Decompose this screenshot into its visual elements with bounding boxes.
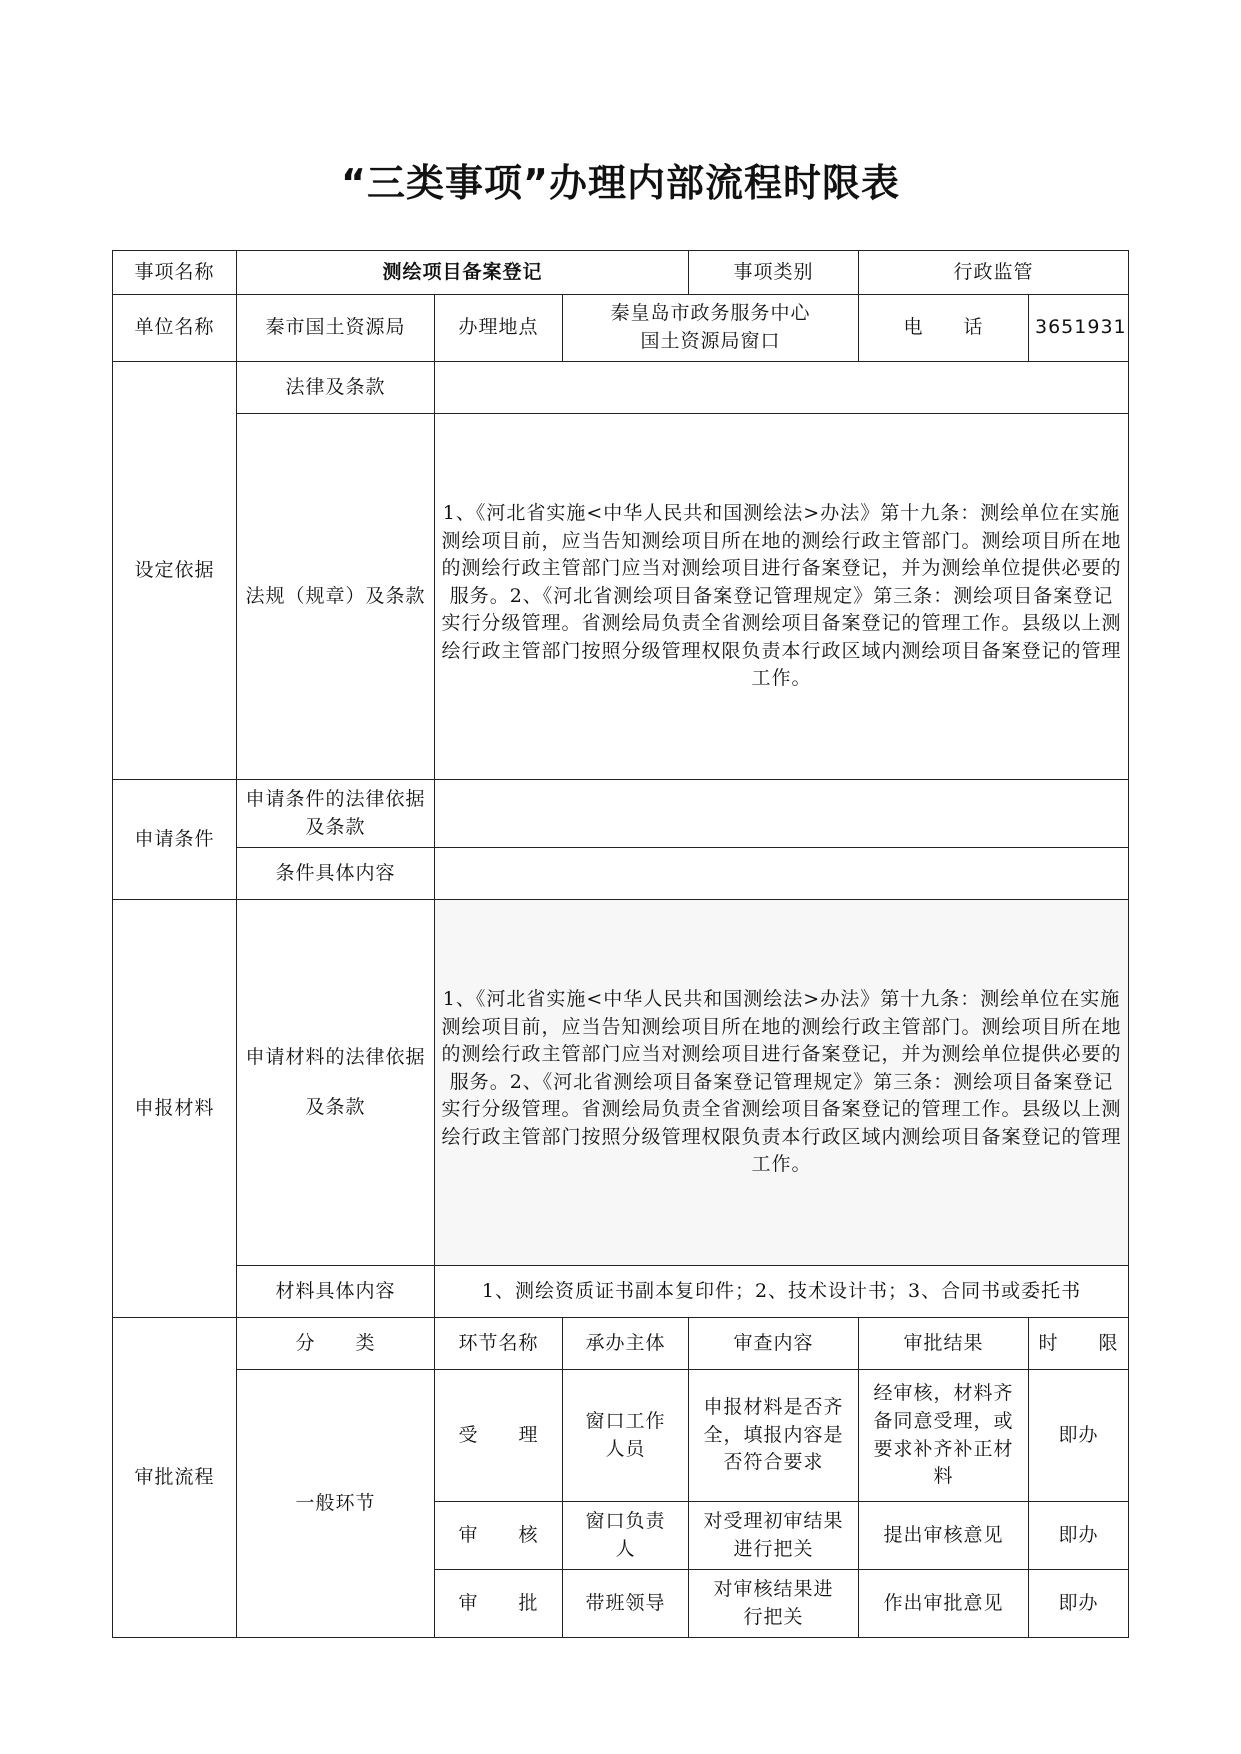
label-location: 办理地点 [435,295,563,362]
page-title: “三类事项”办理内部流程时限表 [341,161,900,205]
label-conditions: 申请条件 [113,780,237,900]
value-law [435,362,1129,414]
row-law [113,362,1129,414]
row-mat-content [113,1266,1129,1318]
step-review: 申报材料是否齐全，填报内容是否符合要求 [689,1370,859,1502]
label-law: 法律及条款 [237,362,435,414]
value-regulation: 1、《河北省实施<中华人民共和国测绘法>办法》第十九条：测绘单位在实施测绘项目前，应当告知测绘项目所在地的测绘行政主管部门。测绘项目所在地的测绘行政主管部门应当对测绘项目进行备案登记，并为测绘单位提供必要的服务。2、《河北省测绘项目备案登记管理规定》第三条：测绘项目备案登记实行分级管理。省测绘局负责全省测绘项目备案登记的管理工作。县级以上测绘行政主管部门按照分级管理权限负责本行政区域内测绘项目备案登记的管理工作。 [435,414,1129,780]
step-limit: 即办 [1029,1370,1129,1502]
step-result: 经审核，材料齐备同意受理，或要求补齐补正材料 [859,1370,1029,1502]
row-cond-content [113,848,1129,900]
step-handler: 带班领导 [563,1570,689,1638]
table-row [113,1370,1129,1502]
row-process-header [113,1318,1129,1370]
value-mat-law: 1、《河北省实施<中华人民共和国测绘法>办法》第十九条：测绘单位在实施测绘项目前，应当告知测绘项目所在地的测绘行政主管部门。测绘项目所在地的测绘行政主管部门应当对测绘项目进行备案登记，并为测绘单位提供必要的服务。2、《河北省测绘项目备案登记管理规定》第三条：测绘项目备案登记实行分级管理。省测绘局负责全省测绘项目备案登记的管理工作。县级以上测绘行政主管部门按照分级管理权限负责本行政区域内测绘项目备案登记的管理工作。 [435,900,1129,1266]
label-time-limit: 时 限 [1029,1318,1129,1370]
row-cond-law [113,780,1129,848]
value-phone: 3651931 [1029,295,1129,362]
label-result: 审批结果 [859,1318,1029,1370]
row-item [113,251,1129,295]
process-time-limit-table [112,250,1129,1638]
value-item-category: 行政监管 [859,251,1129,295]
step-result: 作出审批意见 [859,1570,1029,1638]
step-name: 审 核 [435,1502,563,1570]
step-review: 对受理初审结果进行把关 [689,1502,859,1570]
row-regulation [113,414,1129,780]
label-regulation: 法规（规章）及条款 [237,414,435,780]
step-handler: 窗口负责人 [563,1502,689,1570]
value-mat-content: 1、测绘资质证书副本复印件；2、技术设计书；3、合同书或委托书 [435,1266,1129,1318]
step-review: 对审核结果进行把关 [689,1570,859,1638]
label-mat-law: 申请材料的法律依据及条款 [237,900,435,1266]
value-location [563,295,859,362]
label-basis: 设定依据 [113,362,237,780]
label-cond-content: 条件具体内容 [237,848,435,900]
step-result: 提出审核意见 [859,1502,1029,1570]
label-cond-law: 申请条件的法律依据及条款 [237,780,435,848]
step-handler: 窗口工作人员 [563,1370,689,1502]
value-cond-content [435,848,1129,900]
step-limit: 即办 [1029,1502,1129,1570]
label-phone: 电 话 [859,295,1029,362]
step-name: 审 批 [435,1570,563,1638]
label-review: 审查内容 [689,1318,859,1370]
row-unit [113,295,1129,362]
label-classify: 分 类 [237,1318,435,1370]
label-handler: 承办主体 [563,1318,689,1370]
label-step-name: 环节名称 [435,1318,563,1370]
value-cond-law [435,780,1129,848]
value-general-step: 一般环节 [237,1370,435,1638]
label-unit-name: 单位名称 [113,295,237,362]
label-mat-content: 材料具体内容 [237,1266,435,1318]
location-line-2: 国土资源局窗口 [640,330,781,352]
step-limit: 即办 [1029,1570,1129,1638]
value-unit-name: 秦市国土资源局 [237,295,435,362]
row-mat-law [113,900,1129,1266]
value-item-name: 测绘项目备案登记 [237,251,689,295]
location-line-1: 秦皇岛市政务服务中心 [610,302,811,325]
step-name: 受 理 [435,1370,563,1502]
label-item-name: 事项名称 [113,251,237,295]
label-materials: 申报材料 [113,900,237,1318]
label-item-category: 事项类别 [689,251,859,295]
label-process: 审批流程 [113,1318,237,1638]
